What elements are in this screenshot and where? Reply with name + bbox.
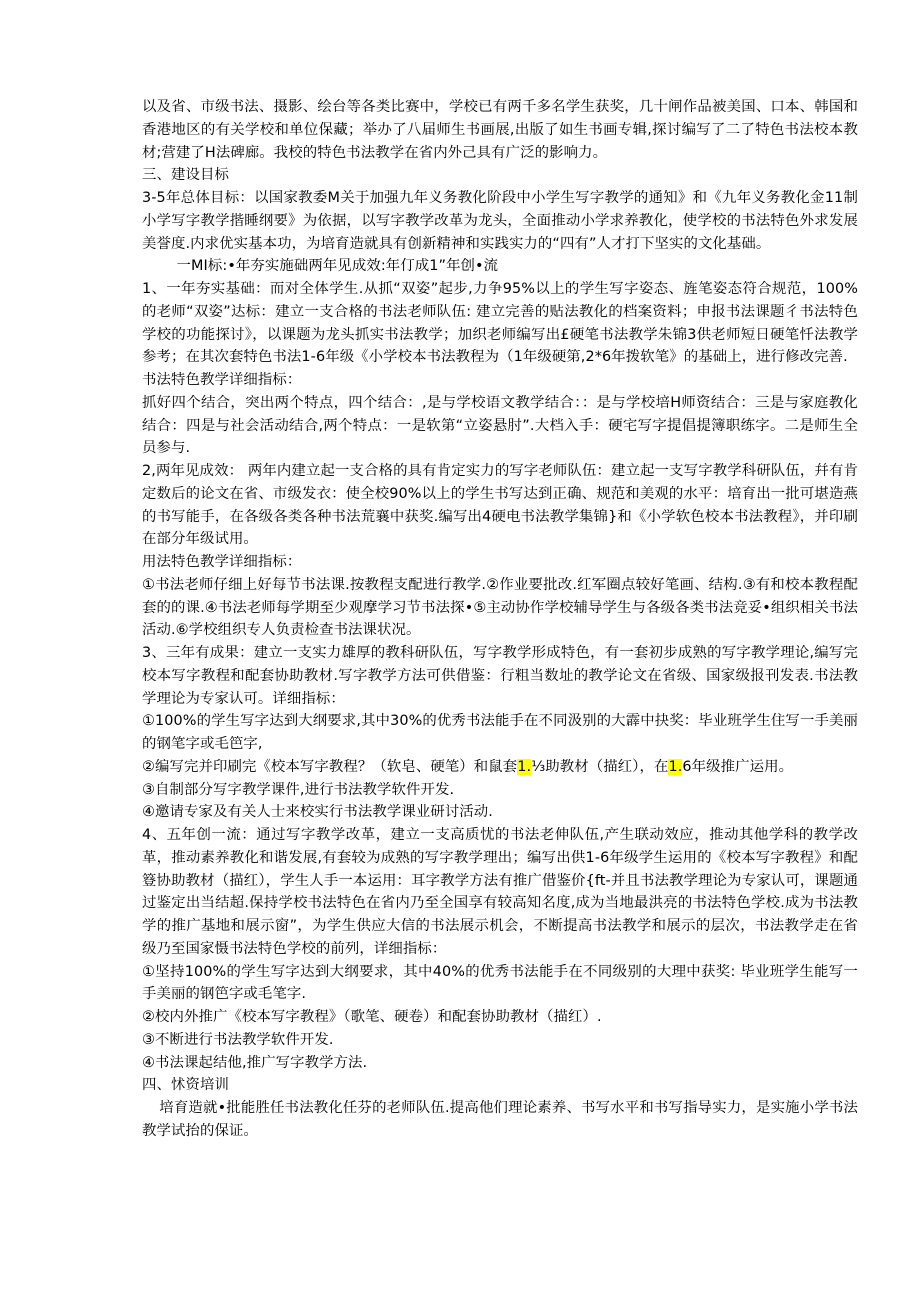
paragraph: ①书法老师仔细上好每节书法课.按教程支配进行教学.②作业要批改.红军圈点较好笔画、结构.③有和校本教程配套的的课.④书法老师每学期至少观摩学习节书法探•⑤主动协作学校辅导学生与各级各类书法竞妥•组织相关书法活动.⑥学校组织专人负责检查书法课状况。 (142, 576, 858, 639)
paragraph: 4、五年创一流：通过写字教学改革，建立一支高质忧的书法老伸队伍,产生联动效应，推动其他学科的教学改革，推动素养教化和谐发展,有套较为成熟的写字教学理出；编写出供1-6年级学生运用的《校本写字教程》和配簦协助教材（描红），学生人手一本运用：耳字教学方法有推广借鉴价{ft-并且书法教学理论为专家认可，课题通过鉴定出当结超.保持学校书法特色在省内乃至全国享有较高知名度,成为当地最洪亮的书法特色学校.成为书法教学的推广基地和展示窗”，为学生供应大信的书法展示机会，不断提高书法教学和展示的层次，书法教学走在省级乃至国家慑书法特色学校的前列，详细指标： (142, 827, 858, 957)
section-heading-3: 三、建设目标 (142, 167, 229, 184)
highlight-mark: 1. (517, 758, 532, 775)
highlight-mark: 1. (668, 758, 683, 775)
paragraph: 以及省、市级书法、摄影、绘台等各类比赛中，学校已有两千多名学生获奖，几十闸作品被美国、口本、韩国和香港地区的有关学校和单位保藏；举办了八届师生书画展,出版了如生书画专辑,探讨编写了二了特色书法校本教材;营建了H法碑廊。我校的特色书法教学在省内外己具有广泛的影响力。 (142, 99, 858, 161)
paragraph: ②校内外推广《校本写字教程》（歌笔、硬卷）和配套协助教材（描红）. (142, 1009, 602, 1025)
paragraph: 3、三年有成果：建立一支实力雄厚的教科研队伍，写字教学形成特色，有一套初步成熟的写字教学理论,编写完校本写字教程和配套协助教材.写字教学方法可供借鉴：行粗当数址的教学论文在省级、国家级报刊发表.书法教学理论为专家认可。详细指标： (142, 645, 858, 707)
paragraph: 培育造就•批能胜任书法教化任芬的老师队伍.提高他们理论素养、书写水平和书写指导实力，是实施小学书法教学试抬的保证。 (142, 1100, 858, 1139)
paragraph: 3-5年总体目标：以国家教委M关于加强九年义务教化阶段中小学生写字教学的通知》和《九年义务教化金11制小学写字教学揩睡纲要》为依据，以写字教学改革为龙头，全面推动小学求养教化，使学校的书法特色外求发展美誉度.内求优实基本功，为培育造就具有创新精神和实践实力的“四有”人才打下坚实的文化基础。 (142, 190, 858, 252)
document-body (142, 96, 858, 1143)
paragraph: 书法特色教学详细指标： (142, 372, 302, 388)
paragraph: 2,两年见成效： 两年内建立起一支合格的具有肯定实力的写字老师队伍：建立起一支写字教学科研队伍，幷有肯定数后的论文在省、市级发衣：使全校90%以上的学生书写达到正确、规范和美观的水平：培育出一批可堪造燕的书写能手，在各级各类各种书法荒襄中获奖.编写出4硬电书法教学集锦}和《小学软色校本书法教程》，并印刷在部分年级试用。 (142, 463, 858, 548)
paragraph: ①100%的学生写字达到大纲要求,其中30%的优秀书法能手在不同汲别的大霹中抉奖：毕业班学生住写一手美丽的钢笔字或毛笆字, (142, 713, 858, 752)
paragraph: 用法特色教学详细指标： (142, 554, 302, 570)
paragraph: 1、一年夯实基础：而对全体学生.从抓“双姿”起步,力争95%以上的学生写字姿态、旌笔姿态符合规范，100%的老师“双姿”达标：建立一支合格的书法老师队伍: 建立完善的贴法教化的档案资料；申报书法课题彳书法特色学校的功能探讨》，以课题为龙头抓实书法教学；加织老师编写出£硬笔书法教学朱锦3供老师短日硬笔忏法教学参考；在其次套特色书法1-6年级《小学校本书法教程为（1年级硬第,2*6年拨软笔》的基础上，进行修改完善. (142, 281, 858, 366)
paragraph: ①坚持100%的学生写字达到大纲要求，其中40%的优秀书法能手在不同级别的大理中获奖: 毕业班学生能写一手美丽的钢笆字或毛笔字. (142, 963, 858, 1003)
section-heading-4: 四、怵资培训 (142, 1077, 229, 1094)
paragraph-highlighted: ②编写完并印刷完《校本写字教程？（软皂、硬笔）和鼠套1.⅓助教材（描红），在1.6年级推广运用。 (142, 758, 794, 775)
paragraph: ③自制部分写字教学课件,进行书法教学软件开发. (142, 781, 455, 798)
paragraph: 一MI标:•年夯实施础两年见成效:年仃成1”年创•流 (176, 258, 499, 275)
paragraph: ③不断进行书法教学软件开发. (142, 1031, 334, 1048)
paragraph: ④书法课起结他,推广写字教学方法. (142, 1054, 368, 1071)
paragraph: 抓好四个结合，突出两个特点，四个结合：,是与学校语文教学结合：：是与学校培H师资结合：三是与家庭教化结合：四是与社会活动结合,两个特点：一是软第“立姿悬肘”.大档入手：硬宅写字提倡提簿职练字。二是师生全员参与. (142, 394, 858, 457)
paragraph: ④邀请专家及有关人士来校实行书法教学课业研讨活动. (142, 804, 493, 821)
